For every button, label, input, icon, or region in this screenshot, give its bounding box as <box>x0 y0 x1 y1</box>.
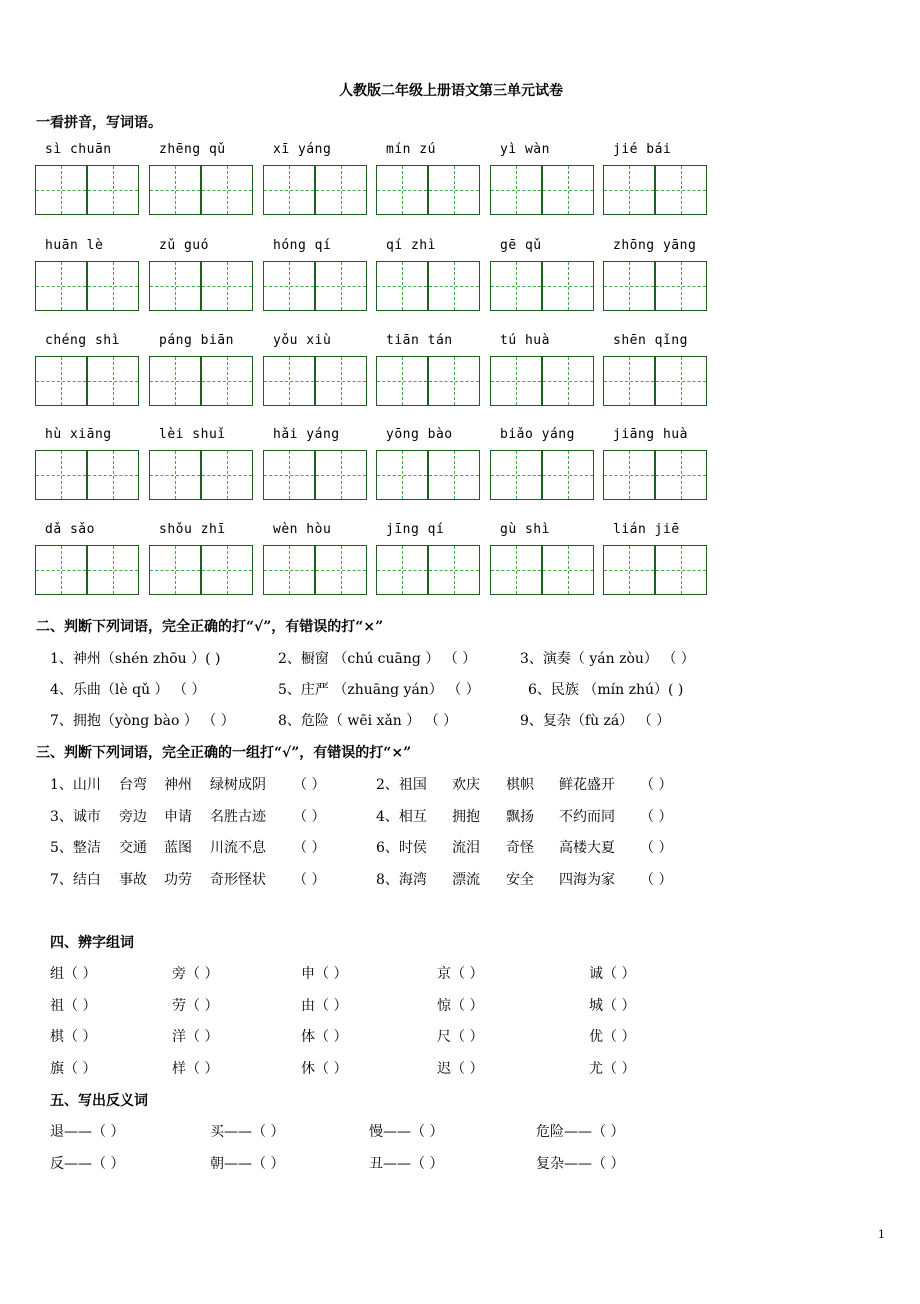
s3-cell: （ ） <box>640 809 673 825</box>
writing-box[interactable] <box>87 450 139 500</box>
s2-item: 6、民族 （mín zhú）( ) <box>528 682 684 698</box>
s2-item: 7、拥抱（yòng bào ） （ ） <box>50 713 235 729</box>
s3-cell: 1、山川 <box>50 777 101 793</box>
s4-cell: 样（ ） <box>172 1061 219 1077</box>
pinyin-label: wèn hòu <box>273 522 332 537</box>
writing-box[interactable] <box>542 356 594 406</box>
writing-box[interactable] <box>87 356 139 406</box>
writing-box[interactable] <box>35 356 87 406</box>
pinyin-label: mín zú <box>386 142 436 157</box>
pinyin-label: sì chuān <box>45 142 112 157</box>
s3-cell: 拥抱 <box>452 809 480 825</box>
s4-cell: 尺（ ） <box>437 1029 484 1045</box>
writing-box[interactable] <box>149 165 201 215</box>
writing-box[interactable] <box>542 261 594 311</box>
writing-box[interactable] <box>201 261 253 311</box>
writing-box[interactable] <box>490 261 542 311</box>
writing-box[interactable] <box>263 261 315 311</box>
writing-box[interactable] <box>263 450 315 500</box>
s3-cell: （ ） <box>640 777 673 793</box>
s3-cell: 6、时侯 <box>376 840 427 856</box>
section-4-heading: 四、辨字组词 <box>50 935 134 951</box>
writing-box[interactable] <box>542 545 594 595</box>
writing-box[interactable] <box>376 165 428 215</box>
s3-cell: 飘扬 <box>506 809 534 825</box>
pinyin-label: xī yáng <box>273 142 332 157</box>
s5-cell: 慢——（ ） <box>369 1124 444 1140</box>
s3-cell: 奇怪 <box>506 840 534 856</box>
pinyin-label: lèi shuǐ <box>159 427 226 442</box>
s3-cell: 棋帜 <box>506 777 534 793</box>
s3-cell: 4、相互 <box>376 809 427 825</box>
writing-box[interactable] <box>655 545 707 595</box>
pinyin-label: chéng shì <box>45 333 120 348</box>
page-title: 人教版二年级上册语文第三单元试卷 <box>339 83 563 99</box>
s2-item: 8、危险（ wēi xǎn ） （ ） <box>278 713 458 729</box>
writing-box[interactable] <box>149 261 201 311</box>
s5-cell: 复杂——（ ） <box>536 1156 625 1172</box>
s3-cell: （ ） <box>293 809 326 825</box>
writing-box[interactable] <box>263 356 315 406</box>
s3-cell: 2、祖国 <box>376 777 427 793</box>
s2-item: 9、复杂（fù zá） （ ） <box>520 713 671 729</box>
writing-box[interactable] <box>603 261 655 311</box>
s5-cell: 退——（ ） <box>50 1124 125 1140</box>
writing-box[interactable] <box>87 261 139 311</box>
pinyin-label: zhēng qǔ <box>159 142 226 157</box>
s4-cell: 洋（ ） <box>172 1029 219 1045</box>
s3-cell: 台弯 <box>119 777 147 793</box>
s3-cell: 不约而同 <box>559 809 615 825</box>
s2-item: 5、庄严 （zhuāng yán） （ ） <box>278 682 480 698</box>
s4-cell: 诚（ ） <box>589 966 636 982</box>
s4-cell: 城（ ） <box>589 998 636 1014</box>
s3-cell: 5、整洁 <box>50 840 101 856</box>
writing-box[interactable] <box>603 450 655 500</box>
s3-cell: 旁边 <box>119 809 147 825</box>
s4-cell: 迟（ ） <box>437 1061 484 1077</box>
s4-cell: 京（ ） <box>437 966 484 982</box>
pinyin-label: shēn qǐng <box>613 333 688 348</box>
writing-box[interactable] <box>201 545 253 595</box>
s4-cell: 惊（ ） <box>437 998 484 1014</box>
writing-box[interactable] <box>35 545 87 595</box>
pinyin-label: zhōng yāng <box>613 238 697 253</box>
s3-cell: 安全 <box>506 872 534 888</box>
pinyin-label: jié bái <box>613 142 672 157</box>
s3-cell: 功劳 <box>164 872 192 888</box>
writing-box[interactable] <box>376 356 428 406</box>
pinyin-label: biǎo yáng <box>500 427 575 442</box>
pinyin-label: yì wàn <box>500 142 550 157</box>
section-5-heading: 五、写出反义词 <box>50 1093 148 1109</box>
pinyin-label: páng biān <box>159 333 234 348</box>
s3-cell: （ ） <box>293 840 326 856</box>
s4-cell: 休（ ） <box>301 1061 348 1077</box>
s3-cell: 奇形怪状 <box>210 872 266 888</box>
s3-cell: 蓝图 <box>164 840 192 856</box>
writing-box[interactable] <box>315 165 367 215</box>
s3-cell: 交通 <box>119 840 147 856</box>
s3-cell: 川流不息 <box>210 840 266 856</box>
writing-box[interactable] <box>149 545 201 595</box>
writing-box[interactable] <box>490 165 542 215</box>
writing-box[interactable] <box>263 545 315 595</box>
s2-item: 3、演奏（ yán zòu） （ ） <box>520 651 695 667</box>
section-3-heading: 三、判断下列词语，完全正确的一组打“√”，有错误的打“×” <box>36 745 412 761</box>
s4-cell: 劳（ ） <box>172 998 219 1014</box>
s5-cell: 危险——（ ） <box>536 1124 625 1140</box>
s3-cell: 神州 <box>164 777 192 793</box>
s5-cell: 丑——（ ） <box>369 1156 444 1172</box>
s3-cell: （ ） <box>640 872 673 888</box>
pinyin-label: qí zhì <box>386 238 436 253</box>
s4-cell: 体（ ） <box>301 1029 348 1045</box>
pinyin-label: tú huà <box>500 333 550 348</box>
s3-cell: （ ） <box>293 777 326 793</box>
writing-box[interactable] <box>428 356 480 406</box>
s5-cell: 朝——（ ） <box>210 1156 285 1172</box>
writing-box[interactable] <box>655 165 707 215</box>
s4-cell: 祖（ ） <box>50 998 97 1014</box>
writing-box[interactable] <box>542 450 594 500</box>
s3-cell: 鲜花盛开 <box>559 777 615 793</box>
writing-box[interactable] <box>35 261 87 311</box>
s4-cell: 由（ ） <box>301 998 348 1014</box>
pinyin-label: tiān tán <box>386 333 453 348</box>
s3-cell: （ ） <box>293 872 326 888</box>
writing-box[interactable] <box>201 450 253 500</box>
pinyin-label: jiāng huà <box>613 427 688 442</box>
pinyin-label: gù shì <box>500 522 550 537</box>
writing-box[interactable] <box>655 356 707 406</box>
writing-box[interactable] <box>35 165 87 215</box>
writing-box[interactable] <box>603 165 655 215</box>
writing-box[interactable] <box>428 165 480 215</box>
s3-cell: 绿树成阴 <box>210 777 266 793</box>
writing-box[interactable] <box>603 545 655 595</box>
section-2-heading: 二、判断下列词语，完全正确的打“√”，有错误的打“×” <box>36 619 384 635</box>
s3-cell: 8、海湾 <box>376 872 427 888</box>
pinyin-label: hóng qí <box>273 238 332 253</box>
pinyin-label: jīng qí <box>386 522 445 537</box>
s3-cell: 名胜古迹 <box>210 809 266 825</box>
s4-cell: 尤（ ） <box>589 1061 636 1077</box>
s2-item: 1、神州（shén zhōu ）( ) <box>50 651 221 667</box>
s3-cell: 申请 <box>164 809 192 825</box>
writing-box[interactable] <box>315 545 367 595</box>
s3-cell: 高楼大夏 <box>559 840 615 856</box>
s3-cell: （ ） <box>640 840 673 856</box>
writing-box[interactable] <box>201 165 253 215</box>
s3-cell: 四海为家 <box>559 872 615 888</box>
writing-box[interactable] <box>490 450 542 500</box>
writing-box[interactable] <box>87 165 139 215</box>
pinyin-label: yōng bào <box>386 427 453 442</box>
section-1-heading: 一看拼音，写词语。 <box>36 115 162 131</box>
s4-cell: 旁（ ） <box>172 966 219 982</box>
writing-box[interactable] <box>35 450 87 500</box>
pinyin-label: zǔ guó <box>159 238 209 253</box>
writing-box[interactable] <box>201 356 253 406</box>
writing-box[interactable] <box>603 356 655 406</box>
writing-box[interactable] <box>376 261 428 311</box>
writing-box[interactable] <box>655 450 707 500</box>
pinyin-label: dǎ sǎo <box>45 522 95 537</box>
s2-item: 2、橱窗 （chú cuāng ） （ ） <box>278 651 477 667</box>
s3-cell: 事故 <box>119 872 147 888</box>
pinyin-label: hù xiāng <box>45 427 112 442</box>
writing-box[interactable] <box>428 261 480 311</box>
s3-cell: 7、结白 <box>50 872 101 888</box>
pinyin-label: huān lè <box>45 238 104 253</box>
s4-cell: 申（ ） <box>301 966 348 982</box>
pinyin-label: shǒu zhī <box>159 522 226 537</box>
s2-item: 4、乐曲（lè qǔ ） （ ） <box>50 682 206 698</box>
s4-cell: 旗（ ） <box>50 1061 97 1077</box>
writing-box[interactable] <box>315 356 367 406</box>
writing-box[interactable] <box>149 356 201 406</box>
writing-box[interactable] <box>87 545 139 595</box>
s4-cell: 组（ ） <box>50 966 97 982</box>
writing-box[interactable] <box>149 450 201 500</box>
writing-box[interactable] <box>315 261 367 311</box>
s5-cell: 反——（ ） <box>50 1156 125 1172</box>
s5-cell: 买——（ ） <box>210 1124 285 1140</box>
s3-cell: 3、诚市 <box>50 809 101 825</box>
writing-box[interactable] <box>428 545 480 595</box>
writing-box[interactable] <box>263 165 315 215</box>
pinyin-label: gē qǔ <box>500 238 542 253</box>
s4-cell: 优（ ） <box>589 1029 636 1045</box>
pinyin-label: lián jiē <box>613 522 680 537</box>
writing-box[interactable] <box>315 450 367 500</box>
pinyin-label: yǒu xiù <box>273 333 332 348</box>
pinyin-label: hǎi yáng <box>273 427 340 442</box>
writing-box[interactable] <box>428 450 480 500</box>
s4-cell: 棋（ ） <box>50 1029 97 1045</box>
writing-box[interactable] <box>490 545 542 595</box>
writing-box[interactable] <box>490 356 542 406</box>
s3-cell: 漂流 <box>452 872 480 888</box>
writing-box[interactable] <box>376 450 428 500</box>
s3-cell: 欢庆 <box>452 777 480 793</box>
writing-box[interactable] <box>376 545 428 595</box>
s3-cell: 流泪 <box>452 840 480 856</box>
writing-box[interactable] <box>655 261 707 311</box>
page-number: 1 <box>878 1228 885 1241</box>
writing-box[interactable] <box>542 165 594 215</box>
